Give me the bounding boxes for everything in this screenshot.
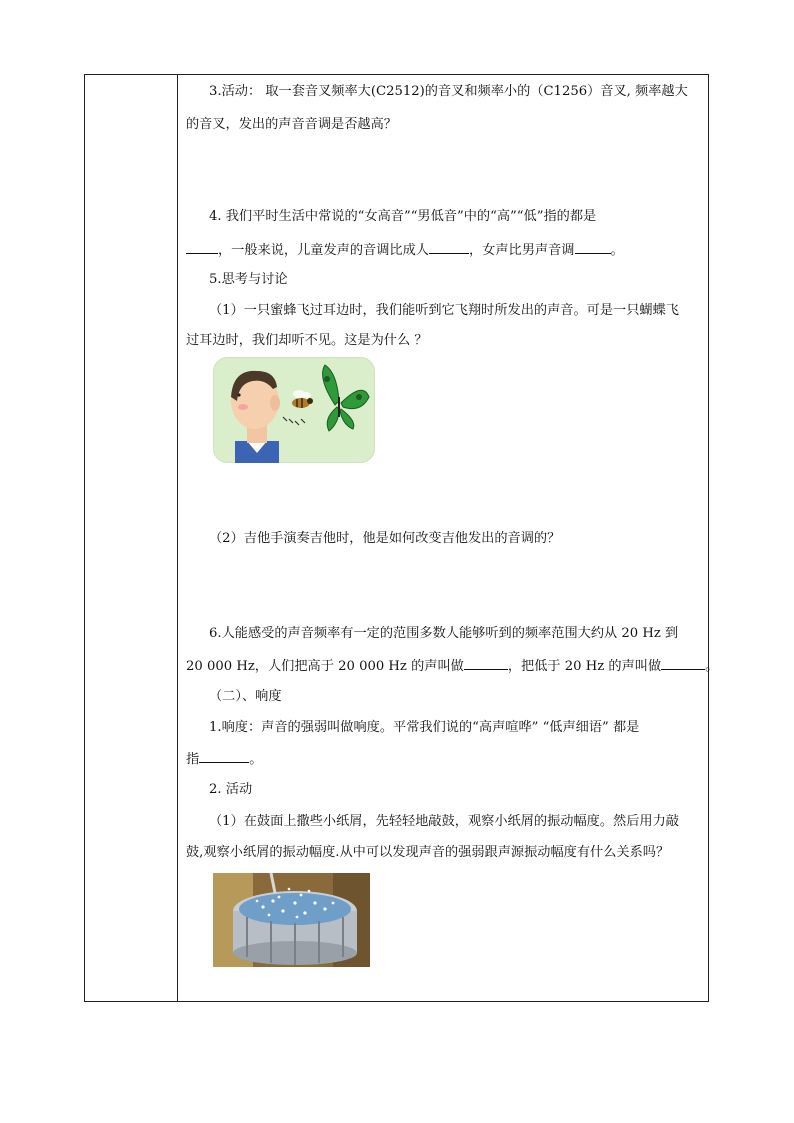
- q5-title: 5.思考与讨论: [209, 272, 288, 287]
- loudness-def-line1: 1.响度：声音的强弱叫做响度。平常我们说的“高声喧哗” “低声细语” 都是: [209, 720, 640, 735]
- content-cell: [179, 75, 719, 1001]
- column-divider: [177, 75, 178, 1001]
- q6-blank-2[interactable]: [661, 657, 705, 670]
- q4-line2: ，一般来说，儿童发声的音调比成人 ，女声比男声音调 。: [186, 241, 624, 260]
- q4-blank-2[interactable]: [429, 241, 469, 254]
- q6-line1: 6.人能感受的声音频率有一定的范围多数人能够听到的频率范围大约从 20 Hz 到: [209, 626, 679, 641]
- q6-line2: 20 000 Hz，人们把高于 20 000 Hz 的声叫做 ，把低于 20 Hz 的声叫做 。: [186, 659, 719, 674]
- q4-line1: 4. 我们平时生活中常说的“女高音”“男低音”中的“高”“低”指的都是: [209, 209, 597, 224]
- q5-sub2: （2）吉他手演奏吉他时，他是如何改变吉他发出的音调的？: [209, 531, 561, 546]
- section2-title: （二）、响度: [209, 689, 282, 704]
- loudness-def-line2: 指 。: [186, 752, 263, 767]
- loudness-blank[interactable]: [199, 750, 249, 763]
- q3-line2: 的音叉，发出的声音音调是否越高？: [186, 117, 397, 132]
- q4-blank-1[interactable]: [186, 241, 218, 254]
- activity2-line1: （1）在鼓面上撒些小纸屑，先轻轻地敲鼓，观察小纸屑的振动幅度。然后用力敲: [209, 814, 679, 829]
- q6-blank-1[interactable]: [464, 657, 508, 670]
- q3-line1: 3.活动： 取一套音叉频率大(C2512)的音叉和频率小的（C1256）音叉, 频率越大: [209, 84, 688, 99]
- q5-sub1-line1: （1）一只蜜蜂飞过耳边时，我们能听到它飞翔时所发出的声音。可是一只蝴蝶飞: [209, 303, 679, 318]
- table-frame: [84, 74, 719, 1002]
- bee-butterfly-illustration: [213, 357, 375, 463]
- q4-blank-3[interactable]: [575, 241, 611, 254]
- activity2-line2: 鼓,观察小纸屑的振动幅度.从中可以发现声音的强弱跟声源振动幅度有什么关系吗？: [186, 845, 670, 860]
- drum-photo: [213, 873, 370, 967]
- q5-sub1-line2: 过耳边时，我们却听不见。这是为什么 ？: [186, 333, 428, 348]
- activity2-title: 2. 活动: [209, 782, 253, 797]
